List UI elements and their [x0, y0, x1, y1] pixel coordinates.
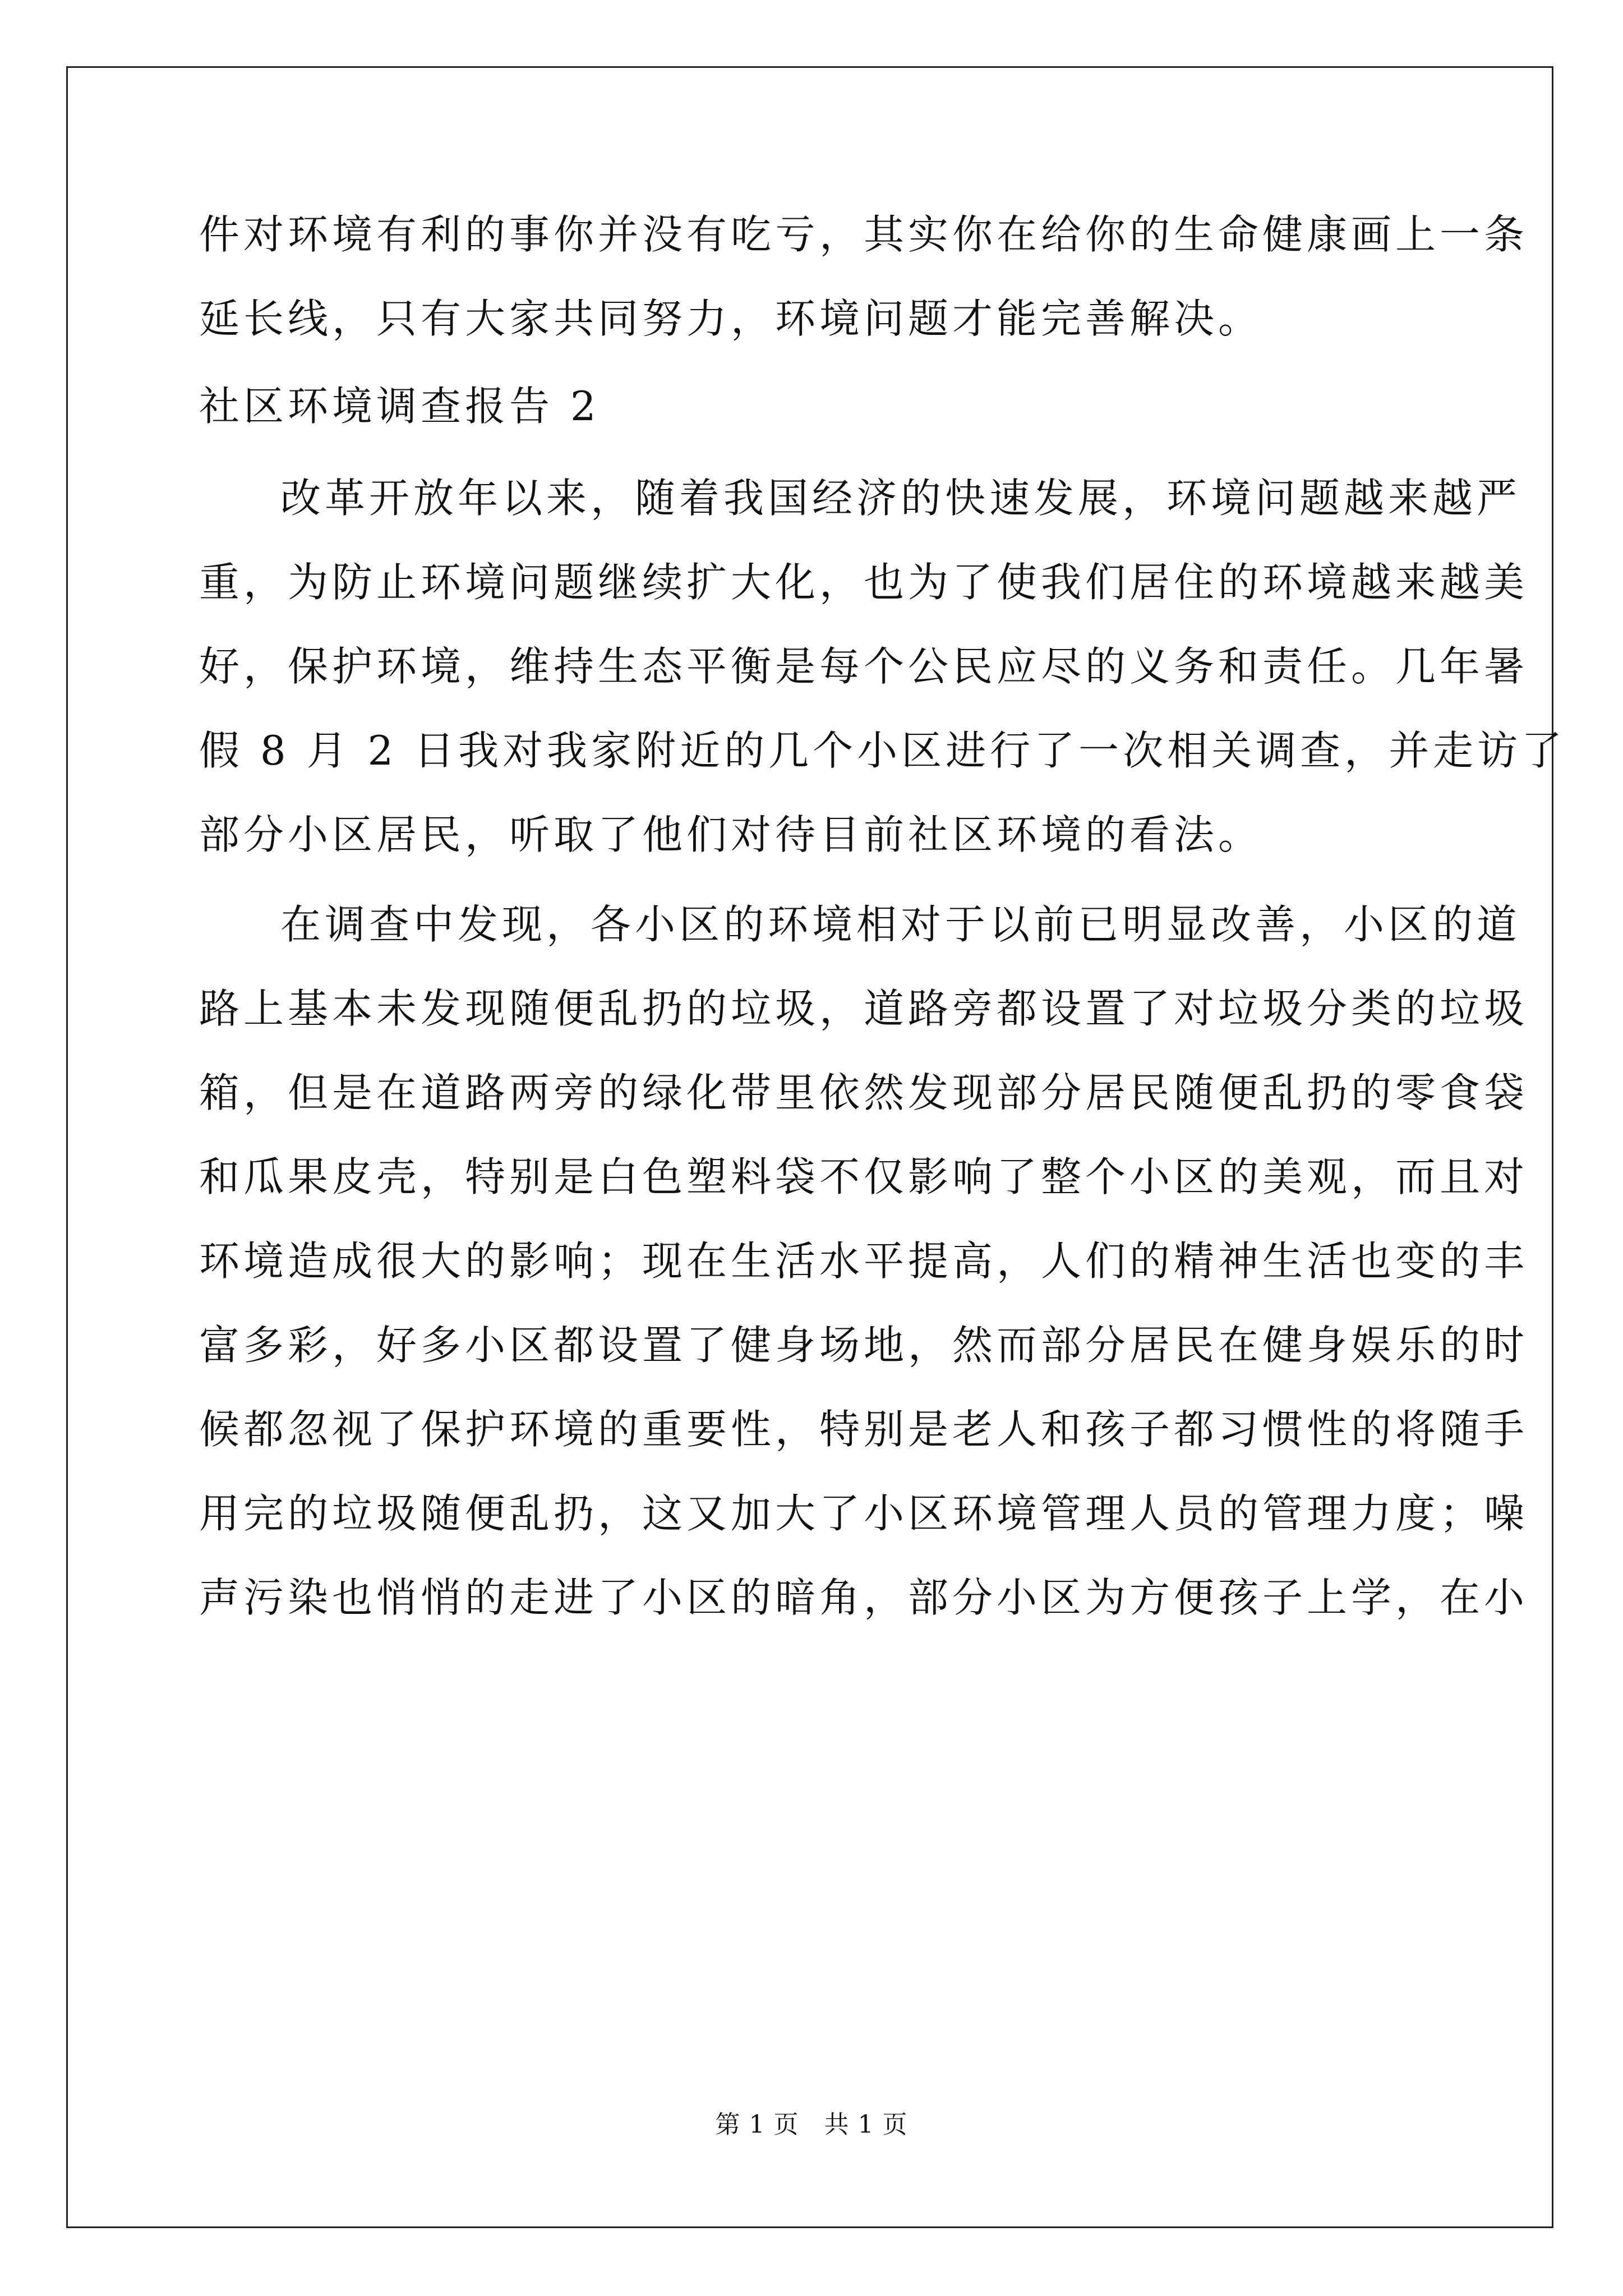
paragraph-line: 部分小区居民，听取了他们对待目前社区环境的看法。 — [199, 811, 1263, 858]
paragraph-line: 路上基本未发现随便乱扔的垃圾，道路旁都设置了对垃圾分类的垃圾 — [199, 985, 1529, 1032]
paragraph-line: 环境造成很大的影响；现在生活水平提高，人们的精神生活也变的丰 — [199, 1237, 1529, 1285]
paragraph-line: 在调查中发现，各小区的环境相对于以前已明显改善，小区的道 — [280, 901, 1521, 948]
paragraph-line: 声污染也悄悄的走进了小区的暗角，部分小区为方便孩子上学，在小 — [199, 1574, 1529, 1621]
paragraph-line: 候都忽视了保护环境的重要性，特别是老人和孩子都习惯性的将随手 — [199, 1406, 1529, 1453]
paragraph-line: 用完的垃圾随便乱扔，这又加大了小区环境管理人员的管理力度；噪 — [199, 1490, 1529, 1537]
paragraph-line: 和瓜果皮壳，特别是白色塑料袋不仅影响了整个小区的美观，而且对 — [199, 1153, 1529, 1200]
paragraph-line: 重，为防止环境问题继续扩大化，也为了使我们居住的环境越来越美 — [199, 559, 1529, 606]
paragraph-line: 富多彩，好多小区都设置了健身场地，然而部分居民在健身娱乐的时 — [199, 1322, 1529, 1369]
paragraph-line: 件对环境有利的事你并没有吃亏，其实你在给你的生命健康画上一条 — [199, 211, 1529, 258]
section-heading: 社区环境调查报告 2 — [199, 383, 600, 430]
paragraph-line: 改革开放年以来，随着我国经济的快速发展，环境问题越来越严 — [280, 475, 1521, 522]
paragraph-line: 假 8 月 2 日我对我家附近的几个小区进行了一次相关调查，并走访了 — [199, 727, 1566, 774]
paragraph-line: 延长线，只有大家共同努力，环境问题才能完善解决。 — [199, 295, 1263, 342]
paragraph-line: 好，保护环境，维持生态平衡是每个公民应尽的义务和责任。几年暑 — [199, 643, 1529, 690]
page-number-footer: 第 1 页 共 1 页 — [715, 2110, 908, 2139]
paragraph-line: 箱，但是在道路两旁的绿化带里依然发现部分居民随便乱扔的零食袋 — [199, 1069, 1529, 1116]
